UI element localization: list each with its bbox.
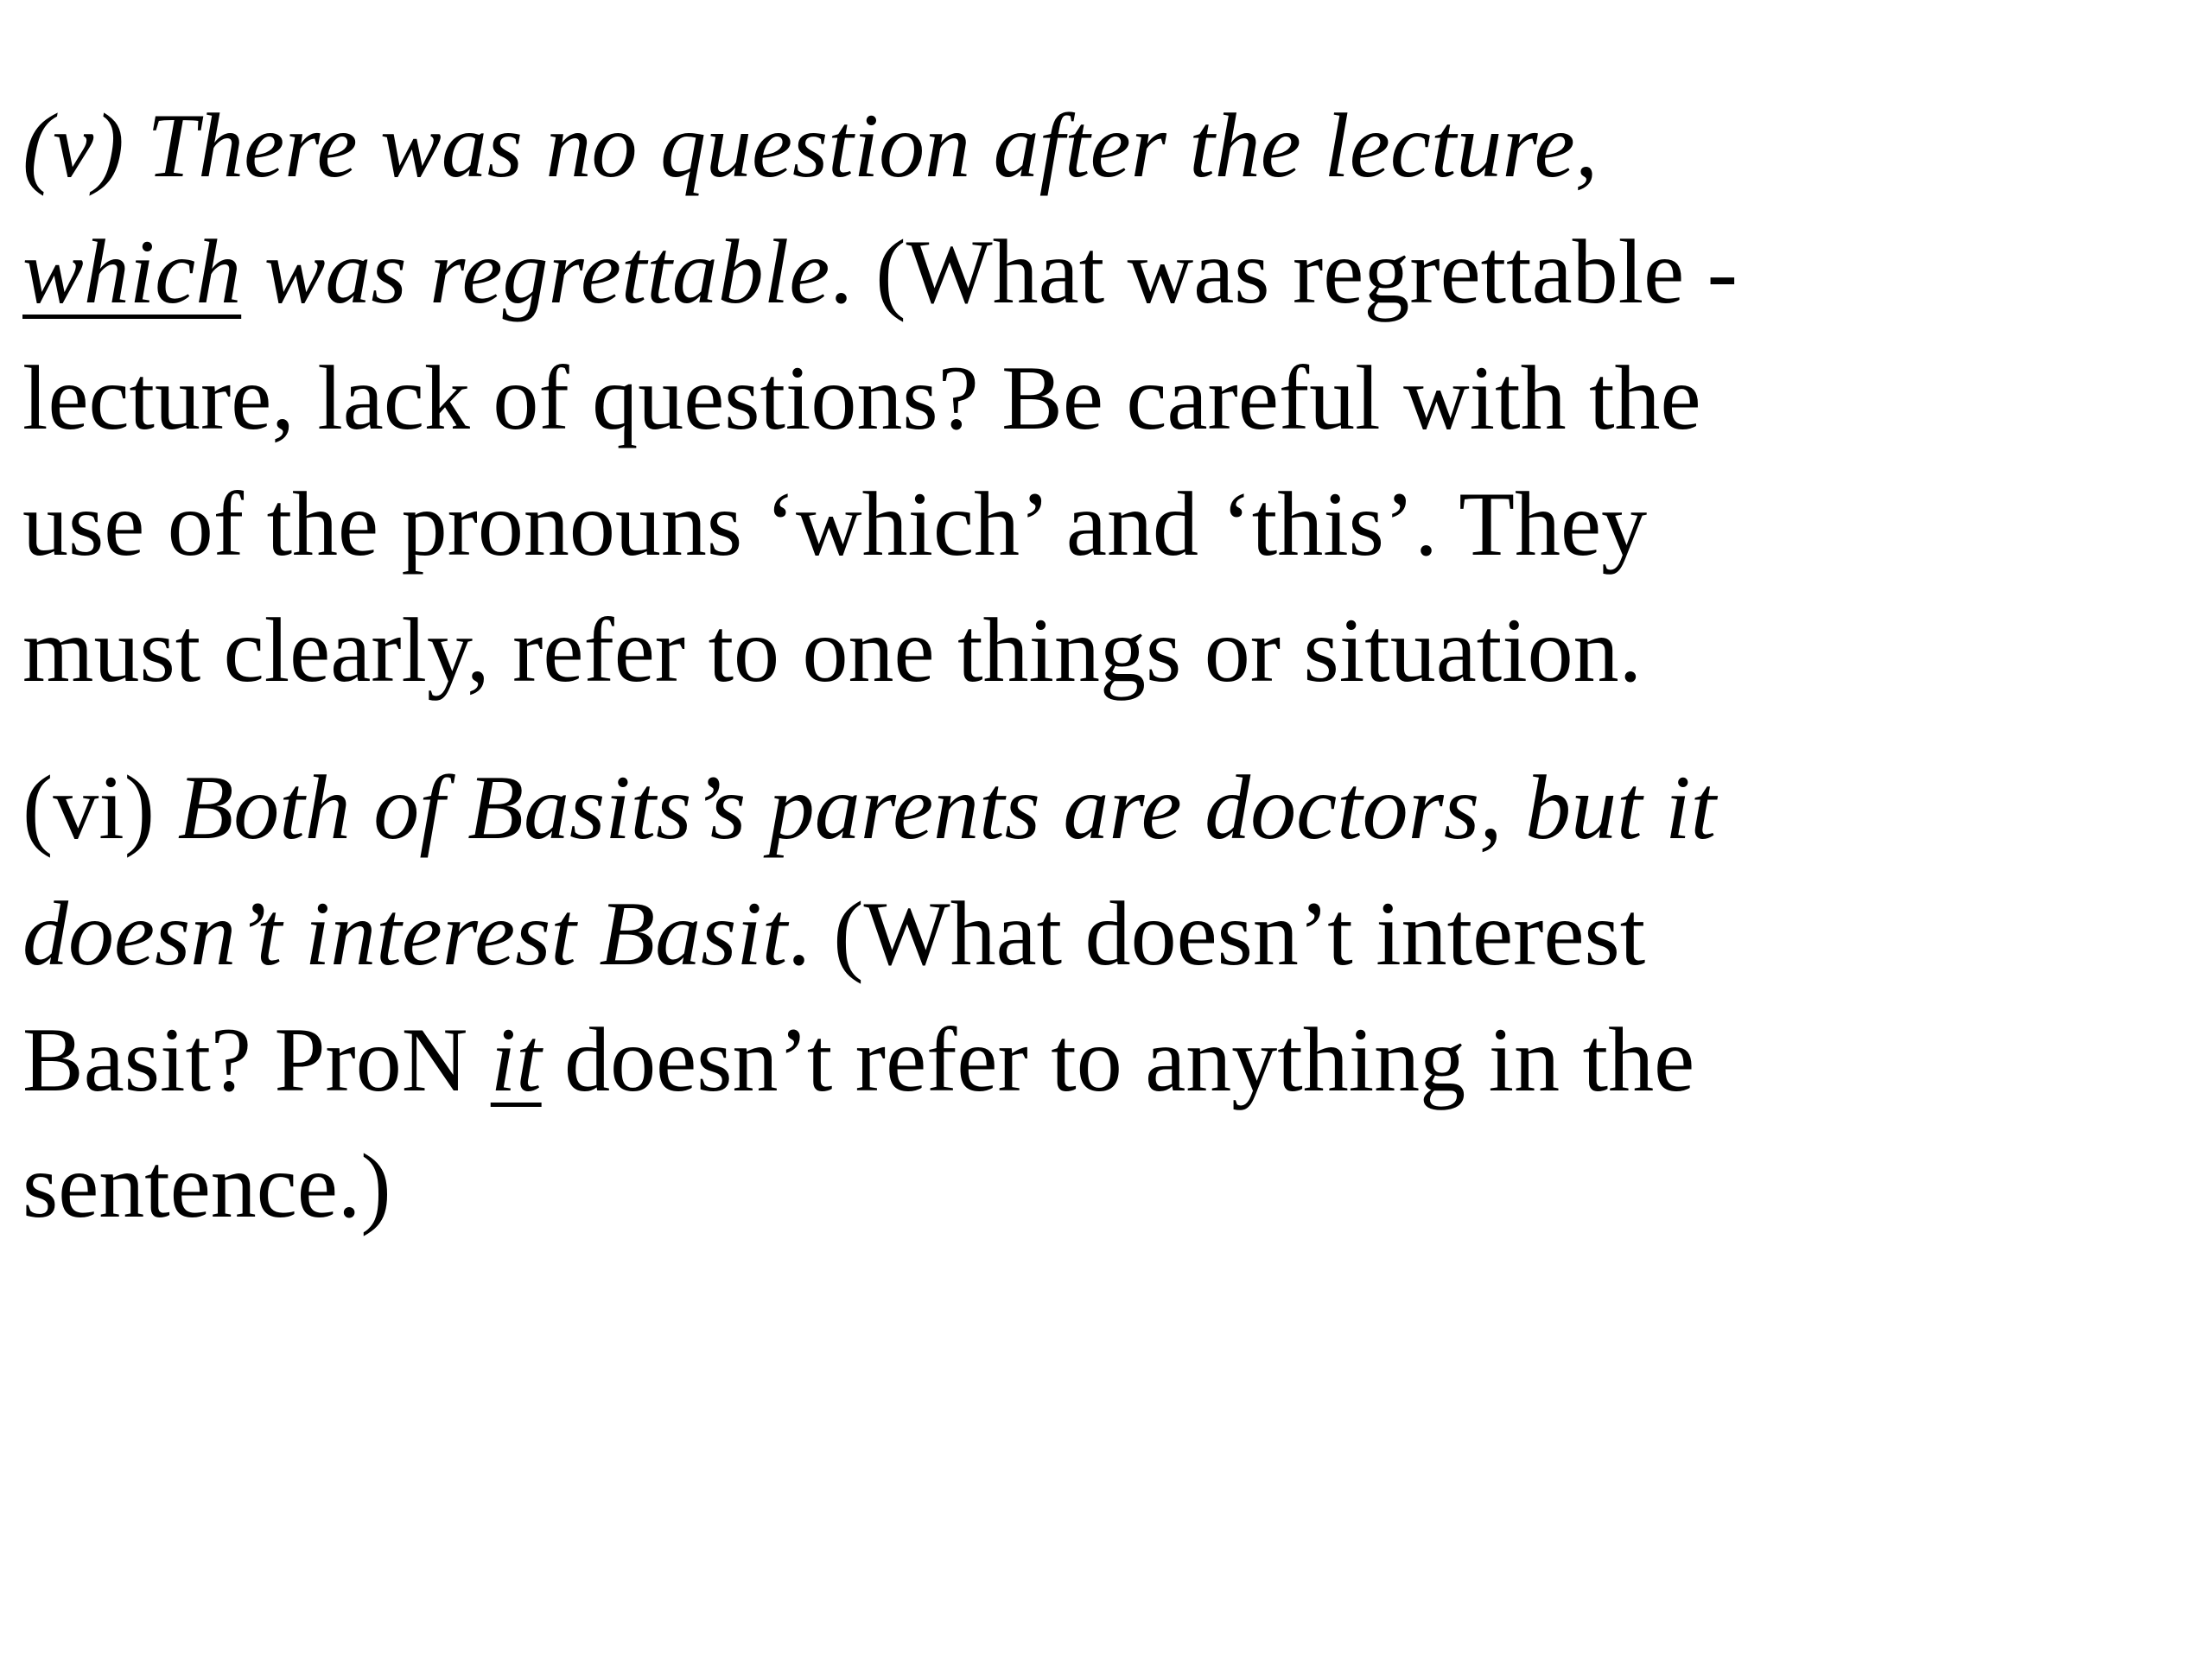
text-line [22, 588, 2148, 714]
text-span: . (What was regrettable - [830, 221, 1738, 322]
text-span: (vi) [22, 757, 178, 858]
text-line [22, 1123, 2148, 1249]
text-span: Both of Basits’s parents are doctors, but it [177, 757, 1717, 858]
text-span: use of the pronouns ‘which’ and ‘this’. They [22, 474, 1648, 575]
document-page [22, 83, 2148, 1249]
text-line [22, 871, 2148, 997]
text-span: doesn’t interest Basit [22, 883, 788, 984]
text-span: (v) There was no question after the lecture, [22, 95, 1599, 196]
text-span-underlined: it [490, 1009, 542, 1110]
text-span: . (What doesn’t interest [787, 883, 1646, 984]
paragraph-v [22, 83, 2148, 714]
text-span: doesn’t refer to anything in the [541, 1009, 1695, 1110]
text-span: Basit? ProN [22, 1009, 491, 1110]
text-span-underlined: which [22, 221, 242, 322]
text-span: lecture, lack of questions? Be careful with the [22, 347, 1701, 448]
paragraph-vi [22, 745, 2148, 1249]
text-line [22, 335, 2148, 461]
text-line [22, 461, 2148, 588]
text-line [22, 745, 2148, 871]
text-span: was regrettable [241, 221, 830, 322]
text-line [22, 997, 2148, 1123]
text-span: must clearly, refer to one things or situation. [22, 600, 1643, 701]
text-line [22, 83, 2148, 209]
text-line [22, 209, 2148, 335]
text-span: sentence.) [22, 1135, 391, 1236]
